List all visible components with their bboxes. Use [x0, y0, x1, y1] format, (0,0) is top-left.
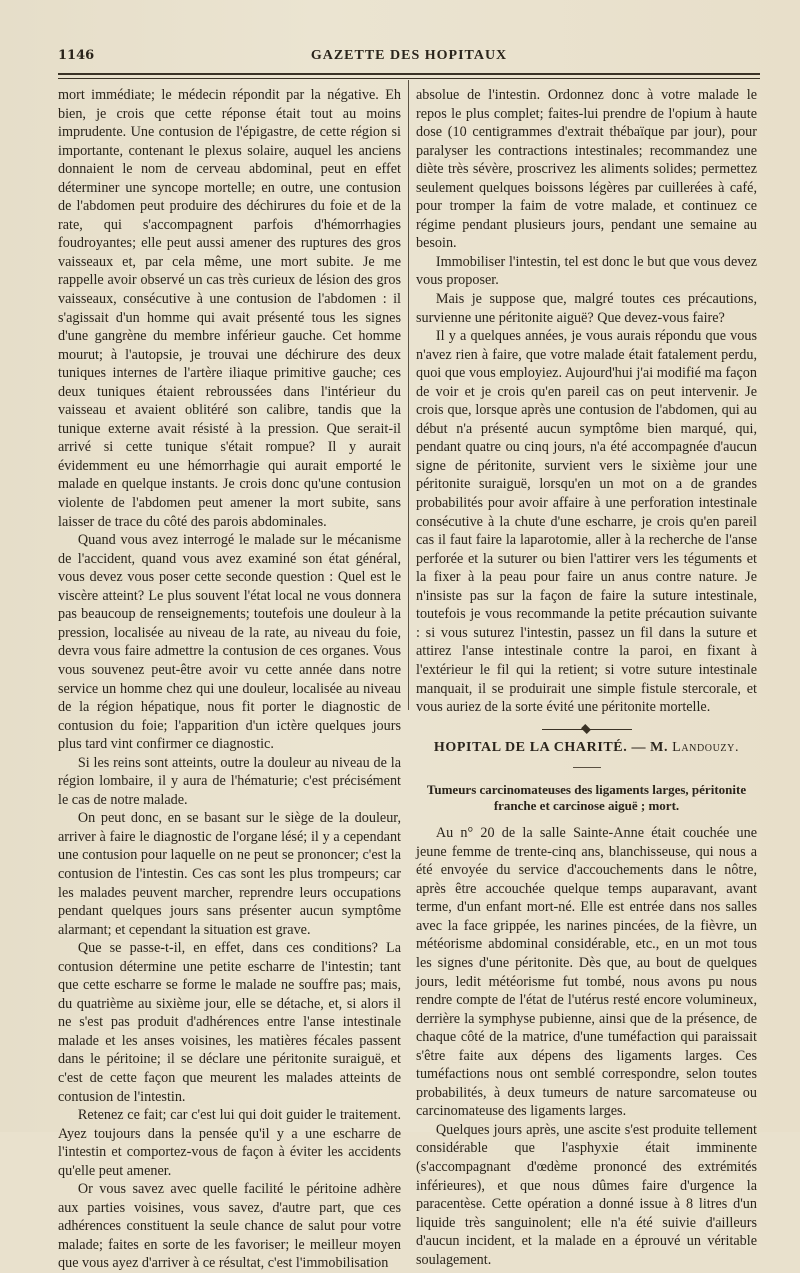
paragraph: On peut donc, en se basant sur le siège de la douleur, arriver à faire le diagnostic de l'organe lésé; il y a cependant une contusion pour laquelle on ne peut se prononcer; c'est la contusion de l'intestin. Ces cas sont les plus trompeurs; car les malades peuvent marcher, reprendre leurs occupations pendant quelques jours sans présenter aucun symptôme alarmant; et cependant la situation est grave. [58, 810, 401, 938]
paragraph: Quelques jours après, une ascite s'est produite tellement considérable que l'asphyxie était imminente (s'accompagnant d'œdème prononcé des extrémités inférieures), et que nous dûmes faire d'urgence la paracentèse. Cette opération a donné issue à 8 litres d'un liquide très sanguinolent; elle n'a été suivie d'ailleurs d'aucun incident, et la malade en a éprouvé un véritable soulagement. [416, 1121, 757, 1268]
paragraph: Si les reins sont atteints, outre la douleur au niveau de la région lombaire, il y aura de l'hématurie; c'est précisément le cas de notre malade. [58, 754, 401, 808]
running-title: GAZETTE DES HOPITAUX [310, 48, 508, 63]
left-column [58, 86, 401, 1273]
paragraph: Au n° 20 de la salle Sainte-Anne était couchée une jeune femme de trente-cinq ans, blanchisseuse, qui nous a été envoyée du service d'accouchements dans le nôtre, après être accouchée quelque temps auparavant, avant terme, d'un enfant mort-né. Elle est entrée dans nos salles avec la face grippée, les narines pincées, de la fièvre, un météorisme abdominal considérable, etc., en un mot tous les signes d'une péritonite. Dès que, au bout de quelques jours, ledit météorisme fut tombé, nous avons pu nous rendre compte de l'état de l'utérus resté encore volumineux, derrière la symphyse pubienne, ainsi que de la présence, de chaque côté de la matrice, d'une tuméfaction qui paraissait s'être faite aux dépens des ligaments larges. Ces tuméfactions nous ont semblé correspondre, selon toutes probabilités, à deux tumeurs de nature sarcomateuse ou carcinomateuse des ligaments larges. [416, 825, 757, 1120]
paragraph: Immobiliser l'intestin, tel est donc le but que vous devez vous proposer. [416, 253, 757, 289]
hospital-heading [416, 739, 757, 758]
case-title: Tumeurs carcinomateuses des ligaments larges, péritonite franche et carcinose aiguë ; mort. [426, 782, 747, 814]
doctor-name: Landouzy. [672, 739, 740, 755]
paragraph: Il y a quelques années, je vous aurais répondu que vous n'avez rien à faire, que votre malade était fatalement perdu, quoi que vous employiez. Aujourd'hui j'ai modifié ma façon de voir et je crois qu'en pareil cas on peut intervenir. Je crois que, lorsque après une contusion de l'abdomen, qui au début n'a présenté aucun symptôme bien marqué, qui, pendant quatre ou cinq jours, n'a été accompagnée d'aucun signe de péritonite, survient vers le sixième jour une péritonite suraiguë, lorsqu'en un mot on a de grandes probabilités pour avoir affaire à une perforation intestinale consécutive à la chute d'une escharre, je crois qu'en pareil cas il faut faire la laparotomie, aller à la recherche de l'anse perforée et la suturer ou bien l'attirer vers les téguments et la fixer à la peau pour faire un anus contre nature. Je n'insiste pas sur la façon de faire la suture intestinale, toutefois je vous recommande la petite précaution suivante : si vous suturez l'intestin, passez un fil dans la suture et attirez l'anse intestinale contre la paroi, en fixant à l'extérieur le fil qui la retient; si votre suture intestinale manquait, il se produirait une simple fistule stercorale, et vous auriez de la sorte évité une péritonite mortelle. [416, 328, 757, 716]
column-divider [408, 80, 409, 710]
hospital-name: HOPITAL DE LA CHARITÉ. — M. [433, 739, 673, 755]
paragraph: Que se passe-t-il, en effet, dans ces conditions? La contusion détermine une petite escharre de l'intestin; tant que cette escharre se forme le malade ne souffre pas; mais, du quatrième au sixième jour, elle se détache, et, si alors il ne s'est pas produit d'adhérences entre l'anse intestinale malade et les anses voisines, les matières fécales passent dans le péritoine; il se déclare une péritonite suraiguë, et c'est de cette façon que meurent les malades atteints de contusion de l'intestin. [58, 940, 401, 1105]
right-column [416, 86, 757, 1269]
paragraph: Mais je suppose que, malgré toutes ces précautions, survienne une péritonite aiguë? Que devez-vous faire? [416, 291, 757, 326]
right-column-text-bottom [416, 824, 757, 1269]
paragraph: Retenez ce fait; car c'est lui qui doit guider le traitement. Ayez toujours dans la pensée qu'il y a une escharre de l'intestin et comportez-vous de façon à éviter les accidents qu'elle peut amener. [58, 1107, 401, 1179]
section-separator [542, 725, 632, 733]
right-column-text-top [416, 86, 757, 717]
paragraph: absolue de l'intestin. Ordonnez donc à votre malade le repos le plus complet; faites-lui prendre de l'opium à haute dose (10 centigrammes d'extrait thébaïque par jour), pour paralyser les contractions intestinales; recommandez une diète très sévère, proscrivez les aliments solides; permettez seulement quelques boissons légères par cuillerées à café, pour tromper la faim de votre malade, et continuez ce régime pendant plusieurs jours, pendant une semaine au besoin. [416, 87, 757, 252]
paragraph: mort immédiate; le médecin répondit par la négative. Eh bien, je crois que cette réponse était tout au moins imprudente. Une contusion de l'épigastre, de cette région si importante, contenant le plexus solaire, auquel les anciens donnaient le nom de cerveau abdominal, peut en effet déterminer une syncope mortelle; en outre, une contusion de l'abdomen peut produire des déchirures du foie et de la rate, qui s'accompagnent parfois d'hémorrhagies foudroyantes; elle peut aussi amener des ruptures des gros vaisseaux et, par cela même, une mort subite. Je me rappelle avoir observé un cas très curieux de lésion des gros vaisseaux, consécutive à une contusion de l'abdomen : il s'agissait d'un homme qui avait présenté tous les signes d'une gangrène du membre inférieur gauche. Cet homme mourut; à l'autopsie, je trouvai une déchirure des deux tuniques internes de l'artère iliaque primitive gauche; ces deux tuniques étaient rebroussées dans l'intérieur du vaisseau et avaient oblitéré son calibre, tandis que la tunique externe avait résisté à la pression. Que serait-il arrivé si cette tunique s'était rompue? Il y aurait évidemment eu une hémorrhagie qui aurait emporté le malade en quelque instants. Je crois donc qu'une contusion violente de l'abdomen peut amener la mort subite, sans laisser de trace du côté des parois abdominales. [58, 87, 401, 530]
paragraph: Or vous savez avec quelle facilité le péritoine adhère aux parties voisines, vous savez, d'autre part, que ces adhérences constituent la seule chance de salut pour votre malade; faites en sorte de les favoriser; le meilleur moyen que vous ayez d'arriver à ce résultat, c'est l'immobilisation [58, 1181, 401, 1272]
header-rule [58, 73, 760, 79]
page-number: 1146 [58, 48, 95, 63]
page-header [58, 48, 760, 70]
heading-rule [573, 767, 601, 768]
paragraph: Quand vous avez interrogé le malade sur le mécanisme de l'accident, quand vous avez examiné son état général, vous devez vous poser cette seconde question : Quel est le viscère atteint? Le plus souvent l'état local ne vous donnera pas beaucoup de renseignements; toutefois une douleur à la pression, localisée au niveau de la rate, au niveau du foie, devra vous faire admettre la contusion de ces organes. Vous vous souvenez peut-être avoir vu cette année dans notre service un homme chez qui une douleur, localisée au niveau de la région hépatique, nous fit porter le diagnostic de contusion du foie; l'apparition d'un ictère quelques jours plus tard vint confirmer ce diagnostic. [58, 532, 401, 753]
